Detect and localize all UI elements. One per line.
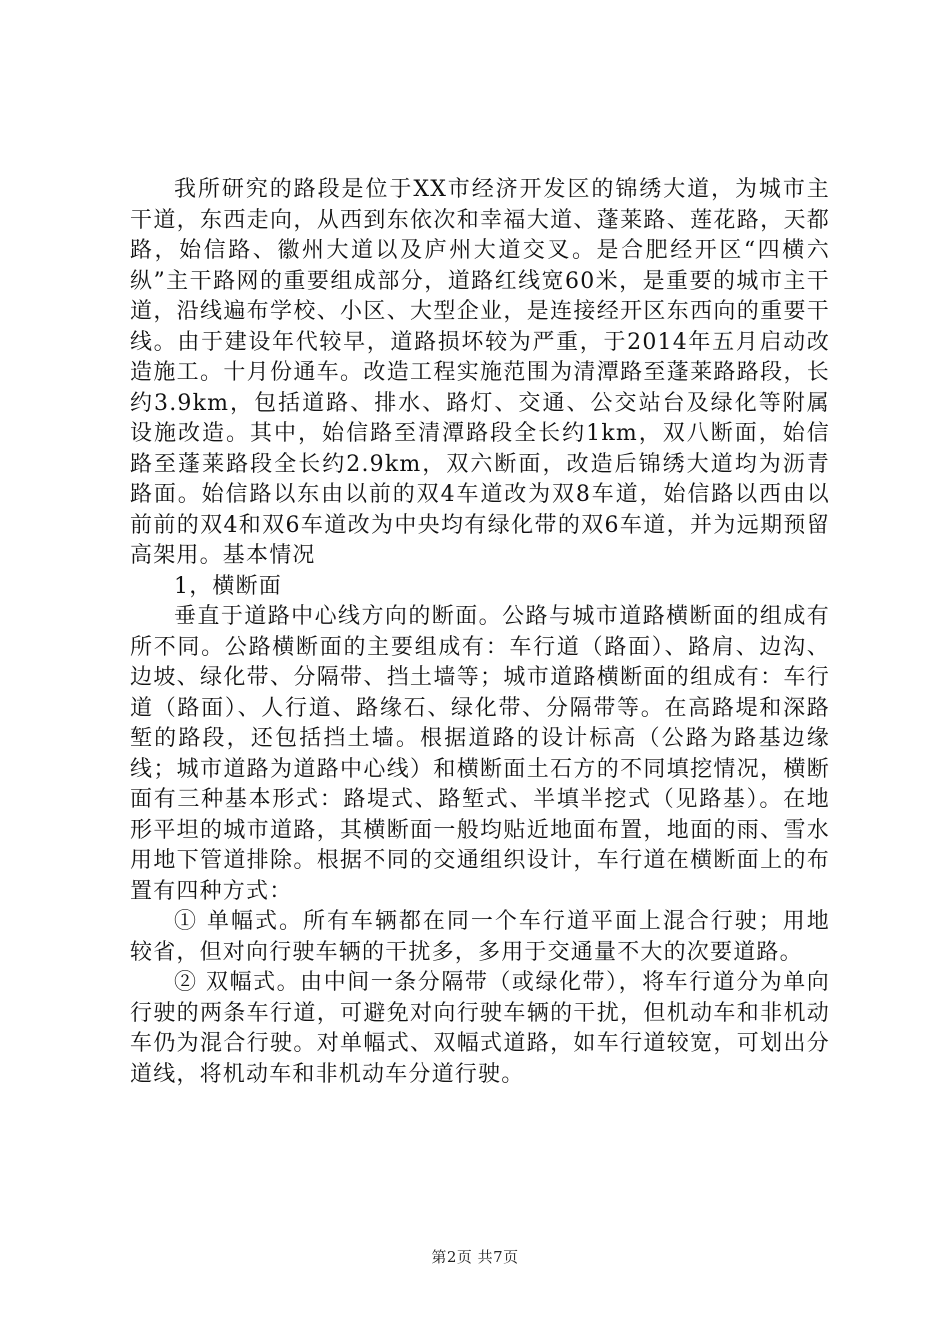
paragraph-cross-section-definition: 垂直于道路中心线方向的断面。公路与城市道路横断面的组成有所不同。公路横断面的主要组成有：车行道（路面）、路肩、边沟、边坡、绿化带、分隔带、挡土墙等；城市道路横断面的组成有：车行道（路面）、人行道、路缘石、绿化带、分隔带等。在高路堤和深路堑的路段，还包括挡土墙。根据道路的设计标高（公路为路基边缘线；城市道路为道路中心线）和横断面土石方的不同填挖情况，横断面有三种基本形式：路堤式、路堑式、半填半挖式（见路基）。在地形平坦的城市道路，其横断面一般均贴近地面布置，地面的雨、雪水用地下管道排除。根据不同的交通组织设计，车行道在横断面上的布置有四种方式： xyxy=(130,604,830,904)
page-footer: 第2页 共7页 xyxy=(431,1248,519,1266)
paragraph-dual-carriageway: ② 双幅式。由中间一条分隔带（或绿化带），将车行道分为单向行驶的两条车行道，可避免对向行驶车辆的干扰，但机动车和非机动车仍为混合行驶。对单幅式、双幅式道路，如车行道较宽，可划出分道线，将机动车和非机动车分道行驶。 xyxy=(130,970,830,1087)
paragraph-single-carriageway: ① 单幅式。所有车辆都在同一个车行道平面上混合行驶；用地较省，但对向行驶车辆的干扰多，多用于交通量不大的次要道路。 xyxy=(130,909,830,965)
document-body xyxy=(130,175,830,1090)
paragraph-road-overview: 我所研究的路段是位于XX市经济开发区的锦绣大道，为城市主干道，东西走向，从西到东依次和幸福大道、蓬莱路、莲花路，天都路，始信路、徽州大道以及庐州大道交叉。是合肥经开区“四横六纵”主干路网的重要组成部分，道路红线宽60米，是重要的城市主干道，沿线遍布学校、小区、大型企业，是连接经开区东西向的重要干线。由于建设年代较早，道路损坏较为严重，于2014年五月启动改造施工。十月份通车。改造工程实施范围为清潭路至蓬莱路路段，长约3.9km，包括道路、排水、路灯、交通、公交站台及绿化等附属设施改造。其中，始信路至清潭路段全长约1km，双八断面，始信路至蓬莱路段全长约2.9km，双六断面，改造后锦绣大道均为沥青路面。始信路以东由以前的双4车道改为双8车道，始信路以西由以前前的双4和双6车道改为中央均有绿化带的双6车道，并为远期预留高架用。基本情况 xyxy=(130,177,830,568)
section-heading-cross-section: 1，横断面 xyxy=(174,573,282,599)
